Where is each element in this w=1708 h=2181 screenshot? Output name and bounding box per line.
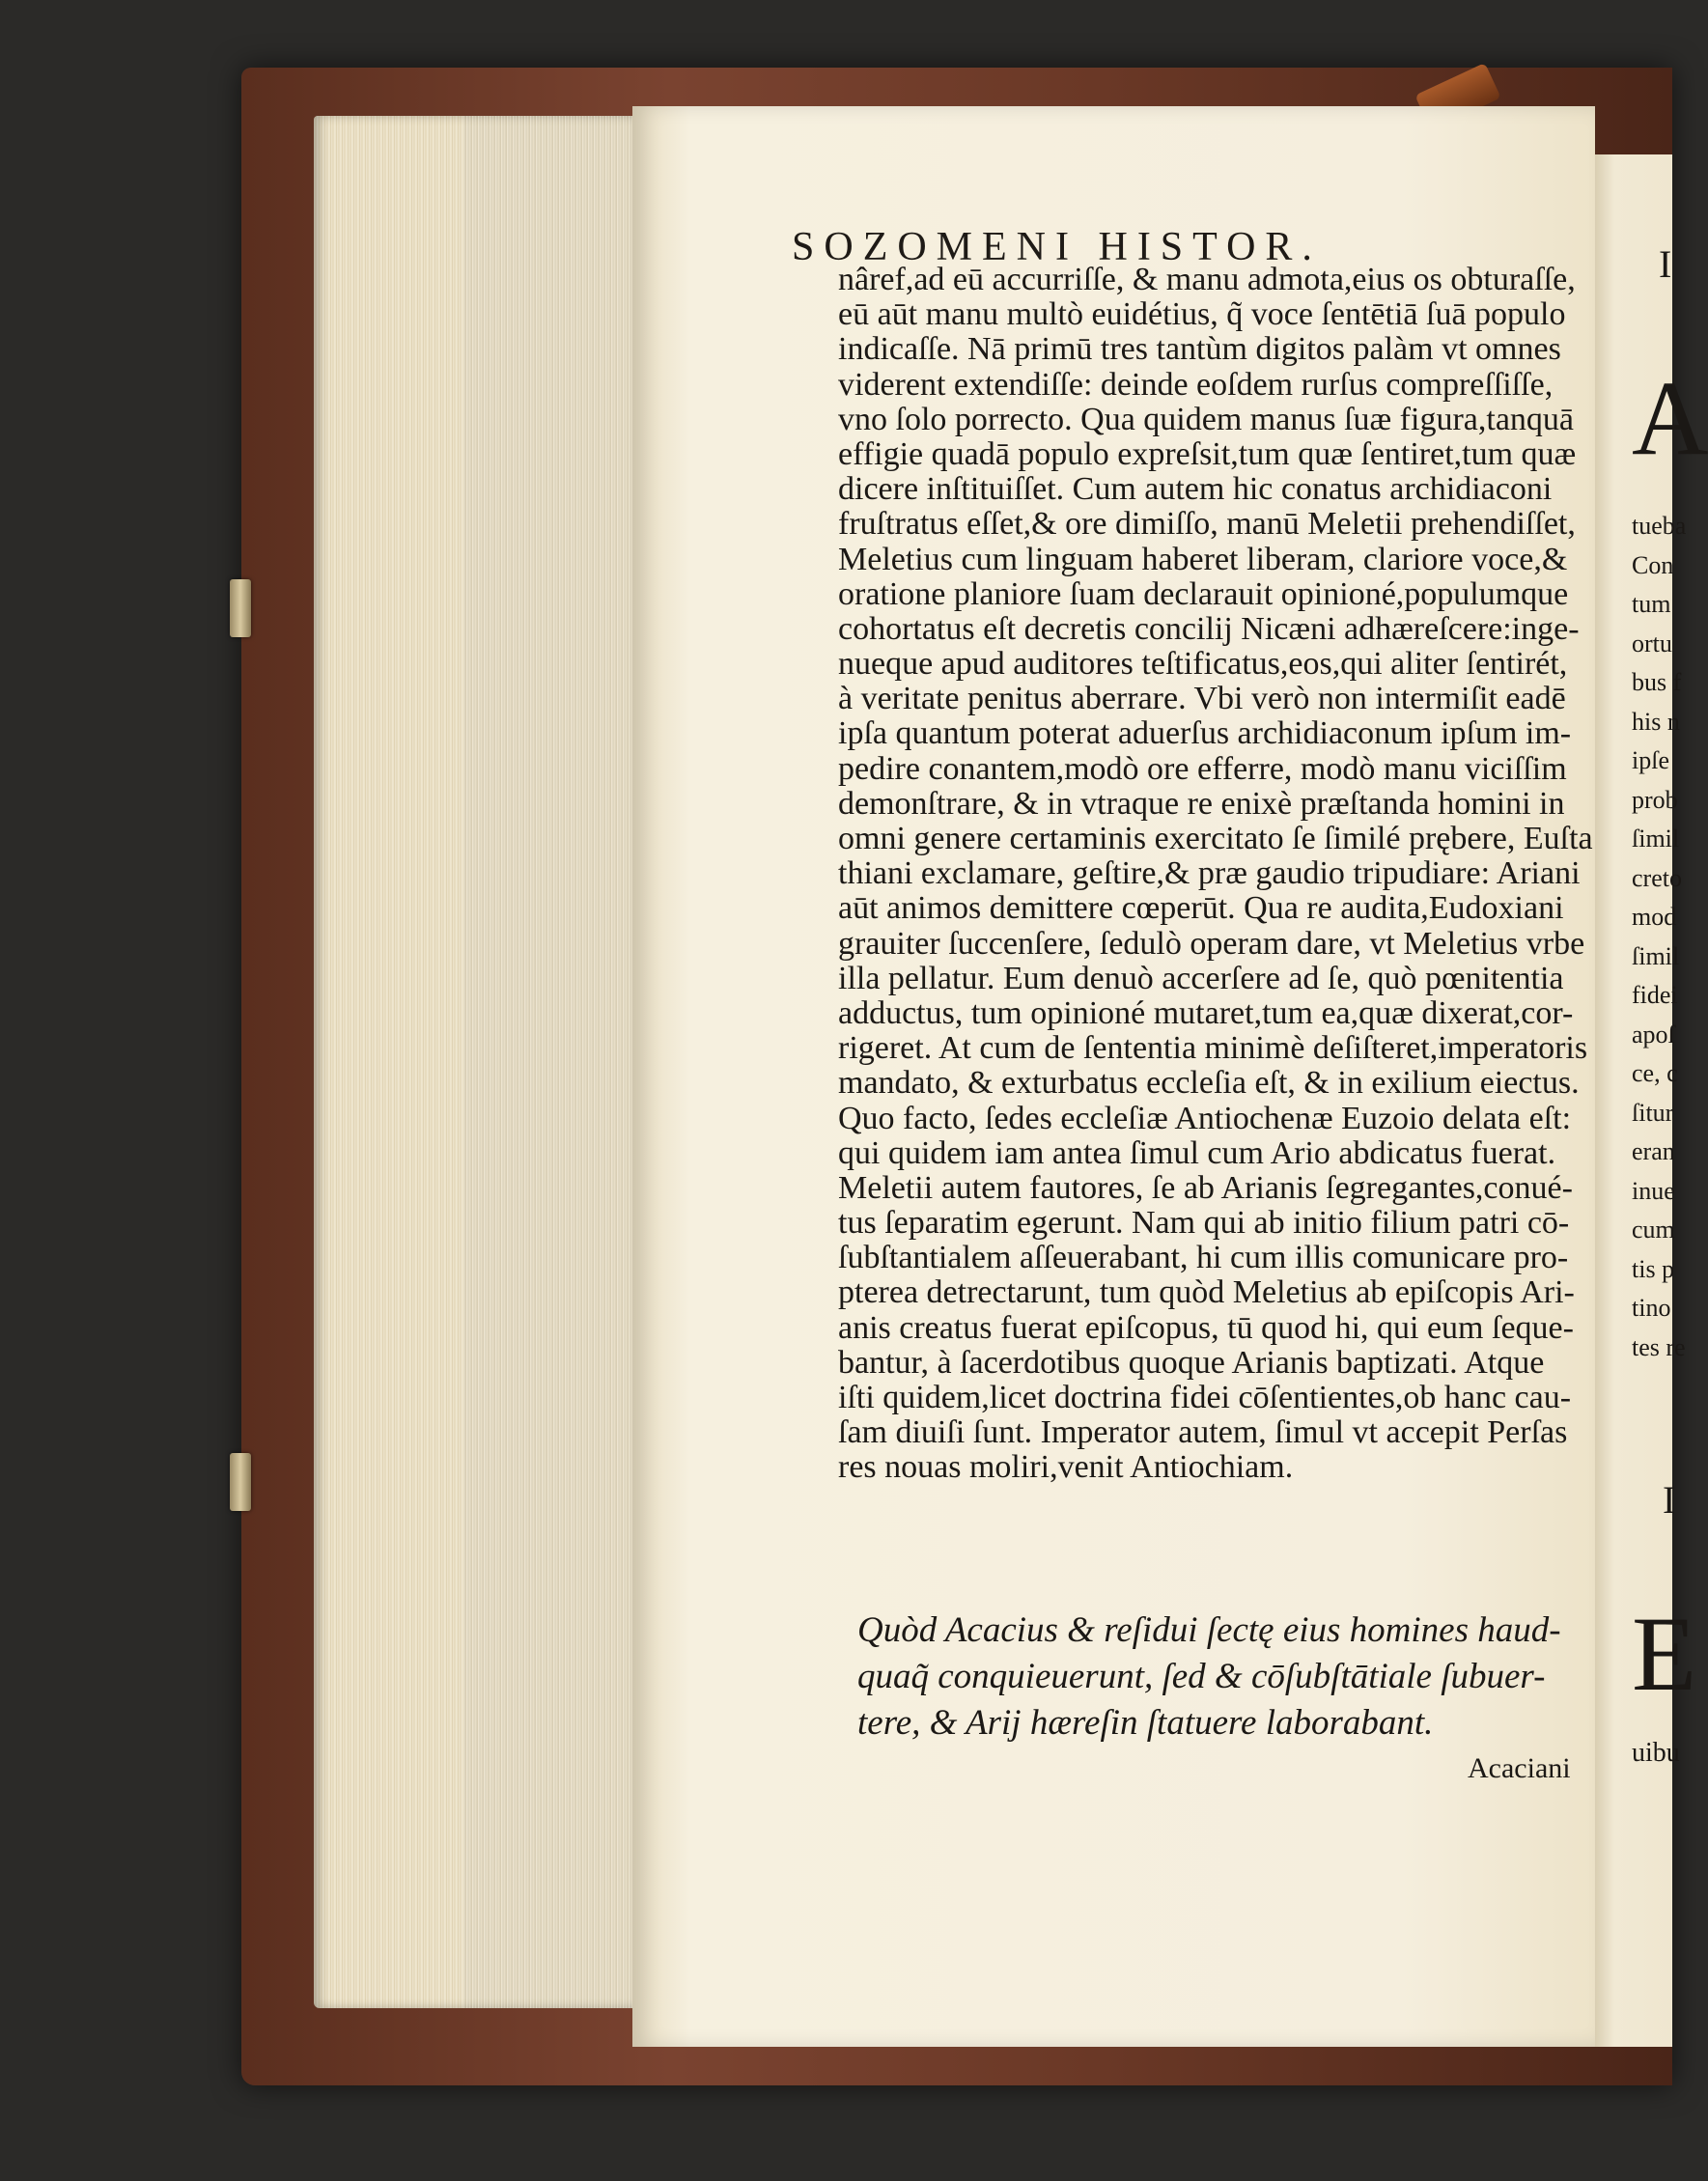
body-line: Quo facto, ſedes eccleſiæ Antiochenæ Euzoio delata eſt: <box>838 1100 1572 1136</box>
recto-line: mod <box>1632 903 1677 931</box>
body-line: thiani exclamare, geſtire,& præ gaudio tripudiare: Ariani <box>838 855 1581 892</box>
body-line: pedire conantem,modò ore efferre, modò manu viciſſim <box>838 750 1567 787</box>
chapter-heading <box>857 1608 1591 1747</box>
chapter-heading-line: quaq̃ conquieuerunt, ſed & cōſubſtātiale ſubuer- <box>857 1657 1546 1696</box>
recto-line: ipſe <box>1632 746 1669 774</box>
chapter-heading-line: Quòd Acacius & reſidui ſectę eius homines haud- <box>857 1610 1561 1650</box>
body-line: oratione planiore ſuam declarauit opinioné,populumque <box>838 575 1569 612</box>
body-line: demonſtrare, & in vtraque re enixè præſtanda homini in <box>838 785 1565 822</box>
recto-line: prob <box>1632 785 1678 814</box>
recto-line: eran <box>1632 1137 1675 1165</box>
recto-text-column <box>1632 507 1687 1367</box>
body-line: aūt animos demittere cœperūt. Qua re audita,Eudoxiani <box>838 890 1564 927</box>
body-line: pterea detrectarunt, tum quòd Meletius ab epiſcopis Ari- <box>838 1274 1575 1311</box>
catchword: Acaciani <box>1468 1752 1571 1784</box>
body-line: illa pellatur. Eum denuò accerſere ad ſe, quò pœnitentia <box>838 960 1564 996</box>
body-line: indicaſſe. Nā primū tres tantùm digitos palàm vt omnes <box>838 331 1561 368</box>
body-line: nueque apud auditores teſtificatus,eos,qui aliter ſentirét, <box>838 646 1568 683</box>
body-line: effigie quadā populo expreſsit,tum quæ ſentiret,tum quæ <box>838 435 1577 472</box>
recto-line: Con <box>1632 550 1674 579</box>
body-line: dicere inſtituiſſet. Cum autem hic conatus archidiaconi <box>838 471 1553 508</box>
body-line: vno ſolo porrecto. Qua quidem manus ſuæ figura,tanquā <box>838 401 1574 437</box>
body-line: tus ſeparatim egerunt. Nam qui ab initio filium patri cō- <box>838 1205 1570 1242</box>
body-line: grauiter ſuccenſere, ſedulò operam dare, vt Meletius vrbe <box>838 925 1585 962</box>
body-line: rigeret. At cum de ſententia minimè deſiſteret,imperatoris <box>838 1030 1588 1067</box>
body-line: res nouas moliri,venit Antiochiam. <box>838 1449 1294 1486</box>
recto-line: ſimil <box>1632 941 1680 970</box>
body-line: ſam diuiſi ſunt. Imperator autem, ſimul vt accepit Perſas <box>838 1414 1568 1451</box>
clasp-upper <box>230 579 251 637</box>
recto-line: tes re <box>1632 1332 1686 1361</box>
recto-bottom-line: uibu <box>1632 1738 1680 1768</box>
running-head: SOZOMENI HISTOR. <box>792 225 1322 269</box>
body-line: adductus, tum opinioné mutaret,tum ea,quæ dixerat,cor- <box>838 994 1574 1031</box>
recto-line: tueba <box>1632 512 1687 540</box>
recto-mark: I <box>1663 1478 1676 1522</box>
recto-line: tino <box>1632 1294 1671 1322</box>
recto-line: tum <box>1632 590 1671 618</box>
recto-line: apoſ <box>1632 1020 1675 1049</box>
recto-line: inue <box>1632 1176 1675 1205</box>
recto-line: ortu <box>1632 629 1672 657</box>
body-line: cohortatus eſt decretis concilij Nicæni adhæreſcere:inge- <box>838 610 1580 647</box>
recto-line: fidei <box>1632 981 1678 1009</box>
recto-line: tis p <box>1632 1254 1675 1283</box>
body-line: mandato, & exturbatus eccleſia eſt, & in exilium eiectus. <box>838 1065 1580 1102</box>
recto-running-head: I <box>1659 242 1672 286</box>
body-line: eū aūt manu multò euidétius, q̃ voce ſentētiā ſuā populo <box>838 296 1566 333</box>
body-line: bantur, à ſacerdotibus quoque Arianis baptizati. Atque <box>838 1344 1545 1381</box>
body-text <box>838 263 1596 1486</box>
body-line: à veritate penitus aberrare. Vbi verò non intermiſit eadē <box>838 681 1566 717</box>
chapter-heading-line: tere, & Arij hæreſin ſtatuere laborabant. <box>857 1703 1434 1743</box>
body-line: iſti quidem,licet doctrina fidei cōſentientes,ob hanc cau- <box>838 1380 1572 1415</box>
body-line: viderent extendiſſe: deinde eoſdem rurſus compreſſiſſe, <box>838 366 1554 403</box>
recto-line: creto <box>1632 863 1682 892</box>
body-line: qui quidem iam antea ſimul cum Ario abdicatus fuerat. <box>838 1134 1556 1171</box>
body-line: Meletii autem fautores, ſe ab Arianis ſegregantes,conué- <box>838 1169 1573 1206</box>
body-line: fruſtratus eſſet,& ore dimiſſo, manū Meletii prehendiſſet, <box>838 506 1576 543</box>
recto-initial-e: E <box>1632 1595 1697 1713</box>
recto-line: ſitur <box>1632 1098 1674 1127</box>
body-line: anis creatus fuerat epiſcopus, tū quod hi, qui eum ſeque- <box>838 1309 1574 1346</box>
recto-initial-a: A <box>1632 359 1708 477</box>
recto-line: his n <box>1632 707 1680 736</box>
recto-line: bus f <box>1632 668 1682 696</box>
body-line: nâref,ad eū accurriſſe, & manu admota,eius os obturaſſe, <box>838 262 1576 297</box>
body-line: Meletius cum linguam haberet liberam, clariore voce,& <box>838 541 1568 577</box>
body-line: ipſa quantum poterat aduerſus archidiaconum ipſum im- <box>838 715 1572 752</box>
page-edges-shade <box>463 116 632 2008</box>
recto-line: ce, c <box>1632 1059 1678 1087</box>
body-line: ſubſtantialem aſſeuerabant, hi cum illis comunicare pro- <box>838 1240 1569 1276</box>
body-line: omni genere certaminis exercitato ſe ſimilé prębere, Euſta <box>838 821 1593 856</box>
recto-line: cum <box>1632 1216 1675 1244</box>
clasp-lower <box>230 1453 251 1511</box>
recto-line: ſimil <box>1632 825 1680 853</box>
